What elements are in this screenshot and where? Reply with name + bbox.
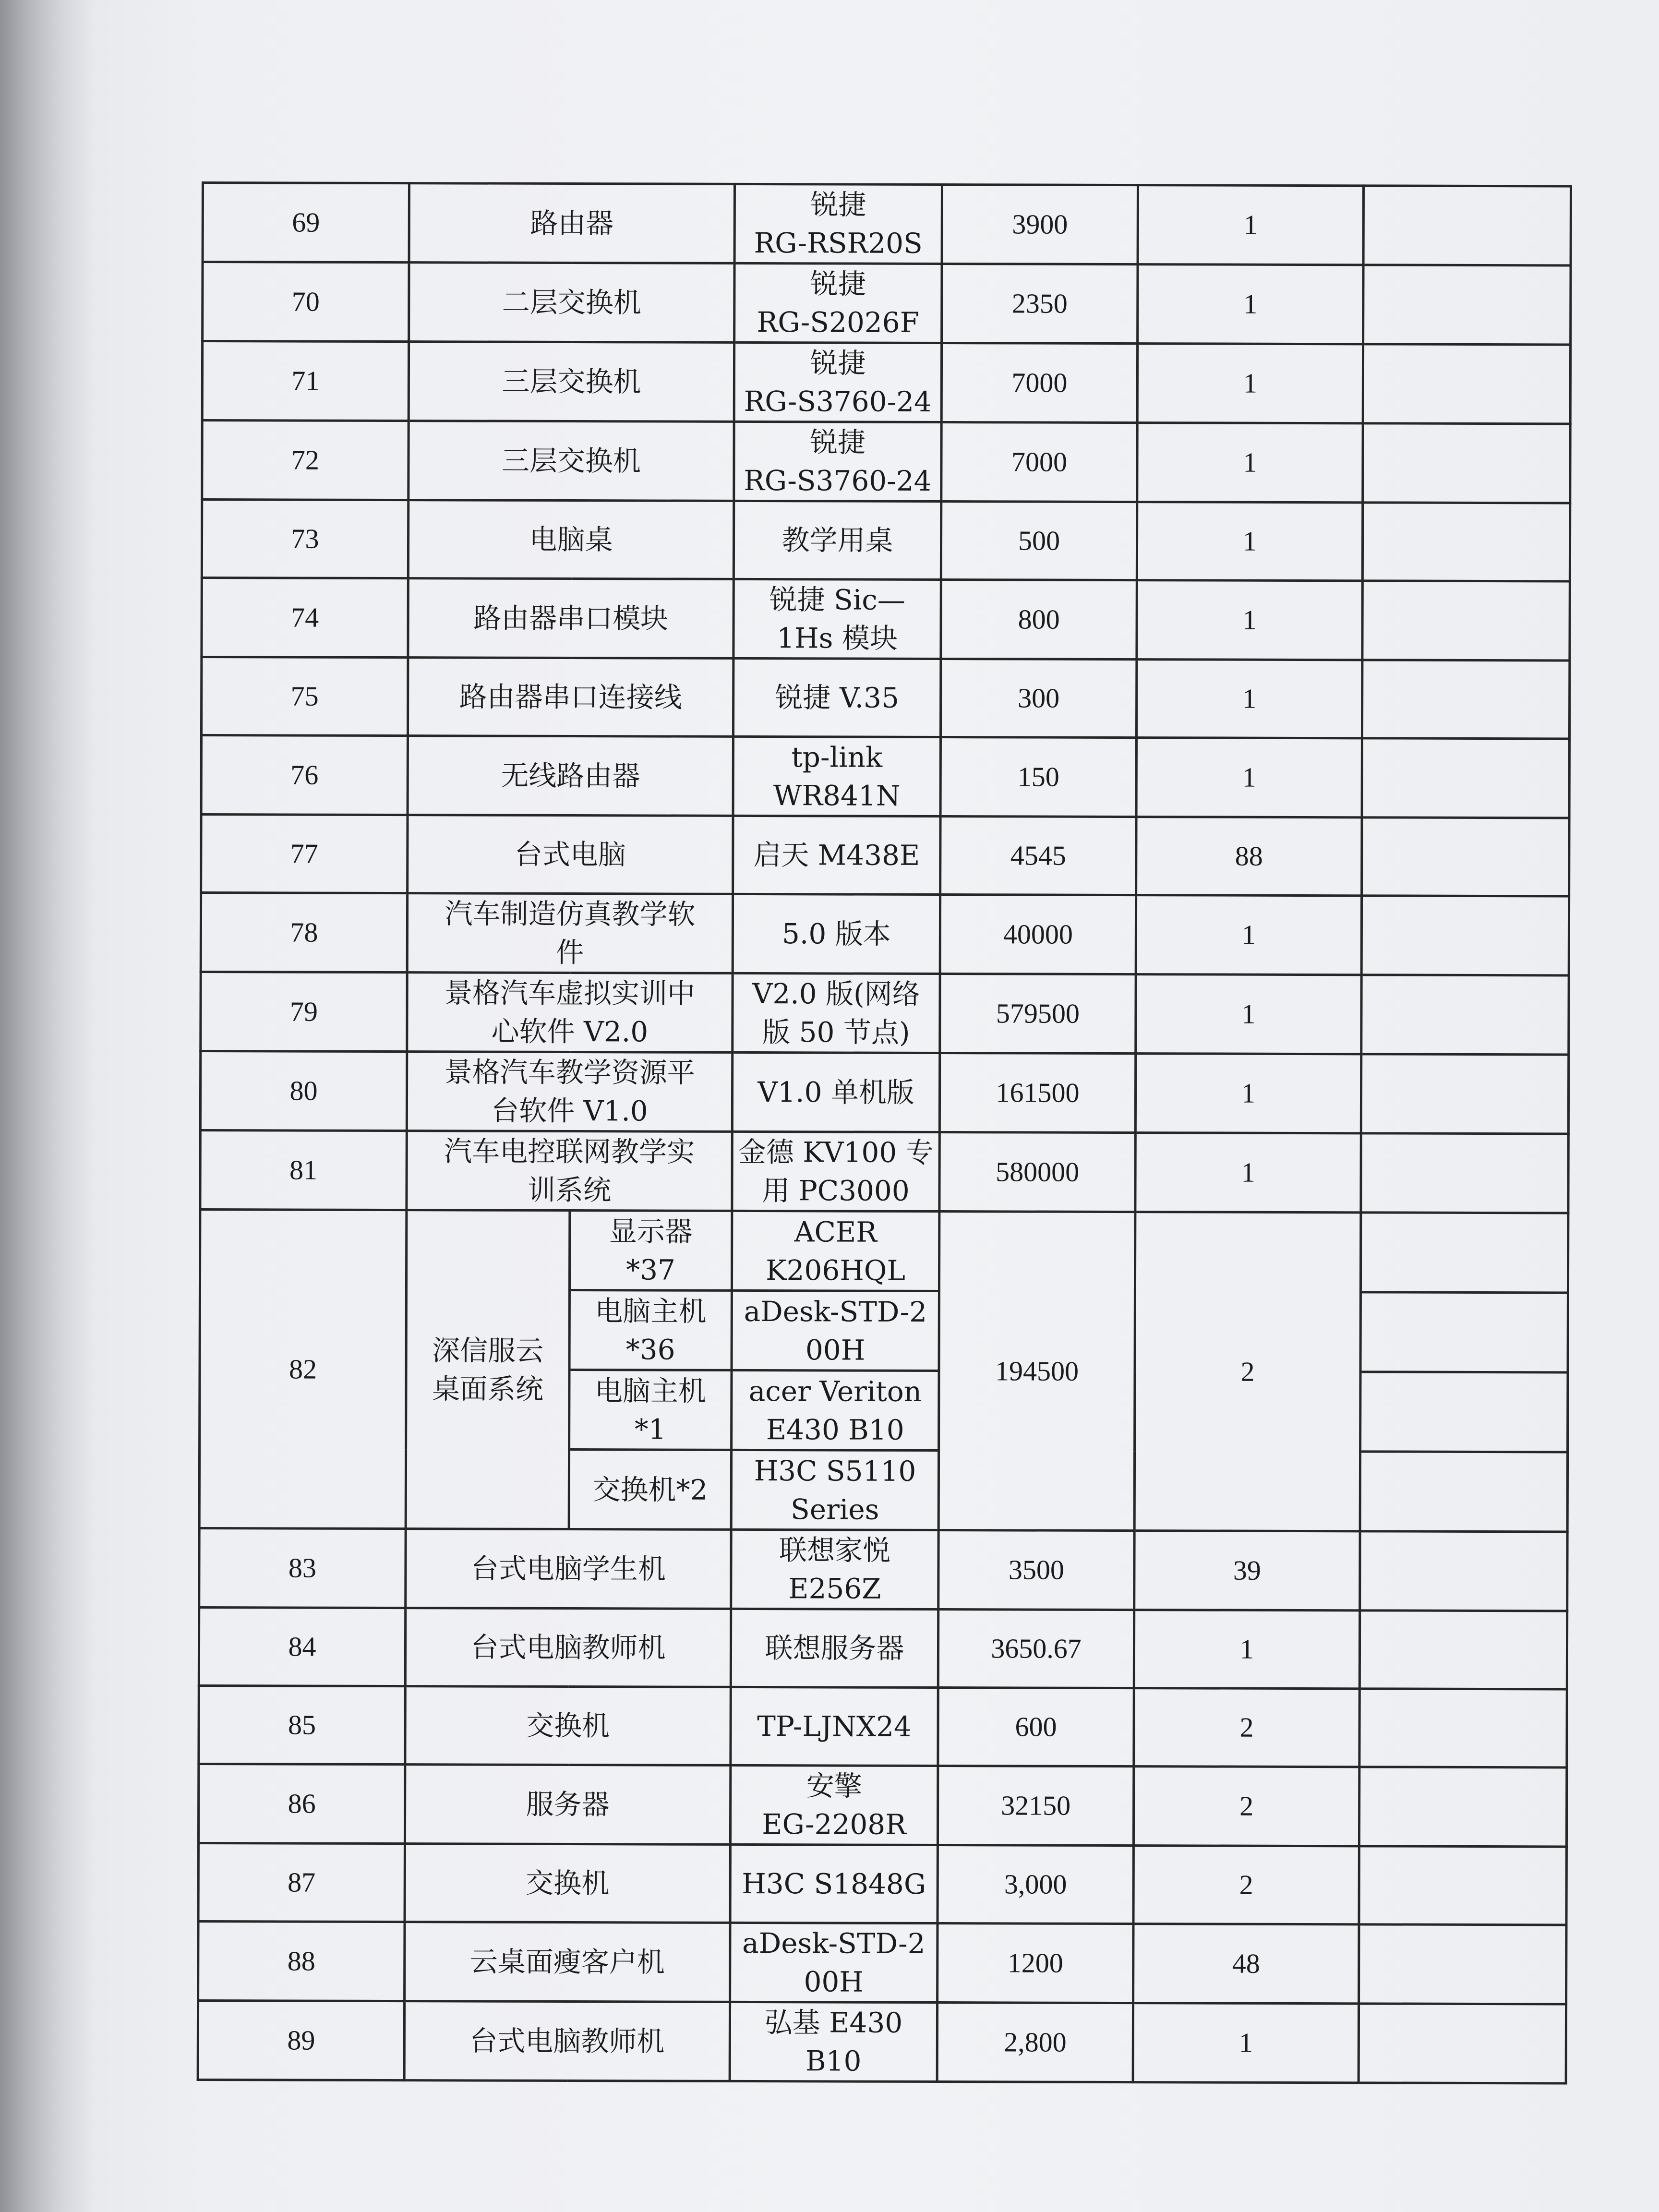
item-name: 三层交换机 xyxy=(409,342,734,422)
item-model: 锐捷 V.35 xyxy=(733,658,940,737)
item-model: aDesk-STD-2 00H xyxy=(730,1923,938,2002)
item-note xyxy=(1363,423,1570,503)
item-model: V1.0 单机版 xyxy=(732,1052,939,1132)
item-model: 锐捷 RG-S3760-24 xyxy=(734,342,941,422)
item-name: 台式电脑教师机 xyxy=(405,1608,731,1687)
table-row xyxy=(201,972,1569,1055)
item-quantity: 1 xyxy=(1137,580,1362,660)
item-note xyxy=(1363,186,1571,265)
item-model: H3C S1848G xyxy=(730,1844,938,1923)
row-number: 75 xyxy=(201,657,408,736)
item-price: 300 xyxy=(940,659,1136,738)
item-model: 金德 KV100 专 用 PC3000 xyxy=(732,1131,939,1211)
item-name: 无线路由器 xyxy=(408,736,733,816)
table-row xyxy=(202,500,1570,581)
item-note xyxy=(1359,1689,1567,1767)
item-name: 三层交换机 xyxy=(409,421,734,501)
item-name: 路由器串口模块 xyxy=(408,578,733,659)
item-price: 2,800 xyxy=(937,2003,1133,2082)
row-number: 70 xyxy=(203,262,409,342)
row-number: 77 xyxy=(201,815,408,893)
item-price: 150 xyxy=(940,737,1136,817)
item-price: 2350 xyxy=(942,264,1138,344)
table-row xyxy=(200,1130,1568,1213)
row-number: 85 xyxy=(199,1685,405,1764)
item-quantity: 1 xyxy=(1138,264,1363,344)
item-note xyxy=(1361,896,1569,975)
group-name: 深信服云 桌面系统 xyxy=(406,1210,570,1529)
table-row xyxy=(201,815,1569,896)
table-row xyxy=(198,1921,1566,2004)
table-body-group xyxy=(199,1209,1568,1531)
item-note xyxy=(1359,1767,1566,1847)
item-quantity: 2 xyxy=(1134,1688,1359,1767)
item-name: 汽车制造仿真教学软 件 xyxy=(407,893,733,974)
item-model: 5.0 版本 xyxy=(733,894,940,974)
component-note xyxy=(1360,1372,1568,1452)
item-note xyxy=(1363,344,1570,424)
row-number: 88 xyxy=(198,1921,405,2001)
item-note xyxy=(1363,265,1571,345)
item-price: 579500 xyxy=(940,974,1136,1054)
group-price: 194500 xyxy=(938,1212,1135,1531)
item-quantity: 1 xyxy=(1137,344,1363,423)
item-note xyxy=(1359,1846,1566,1925)
row-number: 80 xyxy=(200,1051,407,1131)
item-note xyxy=(1362,817,1569,896)
item-price: 7000 xyxy=(941,422,1137,502)
item-quantity: 1 xyxy=(1136,974,1361,1054)
table-row xyxy=(203,183,1571,265)
table-body-top xyxy=(200,183,1571,1213)
component-name: 显示器 *37 xyxy=(569,1211,732,1291)
item-quantity: 1 xyxy=(1136,895,1361,975)
item-note xyxy=(1358,2004,1566,2083)
item-model: 锐捷 RG-S2026F xyxy=(734,263,942,343)
item-note xyxy=(1362,738,1569,818)
component-name: 电脑主机 *1 xyxy=(569,1370,732,1450)
item-name: 台式电脑教师机 xyxy=(404,2001,730,2081)
table-row xyxy=(200,1051,1568,1134)
table-row xyxy=(199,1528,1567,1611)
table-row xyxy=(201,893,1569,975)
item-note xyxy=(1362,660,1569,739)
item-model: 联想家悦 E256Z xyxy=(731,1529,938,1609)
equipment-table xyxy=(197,181,1572,2084)
table-row xyxy=(202,578,1570,661)
row-number: 81 xyxy=(200,1130,407,1210)
component-note xyxy=(1360,1213,1568,1293)
item-price: 500 xyxy=(941,502,1137,580)
row-number: 78 xyxy=(201,893,407,973)
item-quantity: 1 xyxy=(1133,2003,1358,2083)
item-model: 锐捷 RG-S3760-24 xyxy=(734,421,941,501)
item-quantity: 1 xyxy=(1135,1133,1361,1213)
item-model: 锐捷 Sic— 1Hs 模块 xyxy=(733,579,941,659)
item-price: 800 xyxy=(941,580,1137,660)
table-row xyxy=(198,1843,1566,1924)
row-number: 87 xyxy=(198,1843,405,1922)
item-model: tp-link WR841N xyxy=(733,736,940,816)
group-row xyxy=(200,1209,1568,1292)
table-row xyxy=(198,2000,1566,2083)
item-note xyxy=(1360,1531,1567,1611)
item-name: 交换机 xyxy=(405,1686,731,1766)
item-price: 1200 xyxy=(938,1923,1133,2003)
component-note xyxy=(1360,1452,1567,1532)
row-number: 79 xyxy=(201,972,407,1052)
item-note xyxy=(1359,1611,1567,1689)
item-model: TP-LJNX24 xyxy=(731,1687,938,1766)
item-name: 二层交换机 xyxy=(409,263,734,343)
item-quantity: 2 xyxy=(1133,1846,1359,1924)
table-body-bottom xyxy=(198,1528,1567,2083)
item-quantity: 1 xyxy=(1137,423,1363,503)
row-number: 73 xyxy=(202,500,408,578)
item-name: 服务器 xyxy=(405,1765,730,1845)
item-name: 交换机 xyxy=(405,1844,730,1923)
group-quantity: 2 xyxy=(1134,1212,1361,1531)
item-price: 580000 xyxy=(939,1132,1135,1212)
component-model: acer Veriton E430 B10 xyxy=(732,1370,939,1450)
item-price: 3650.67 xyxy=(938,1610,1134,1688)
item-name: 电脑桌 xyxy=(408,500,733,579)
row-number: 76 xyxy=(201,735,408,815)
table-row xyxy=(201,735,1569,818)
item-name: 汽车电控联网教学实 训系统 xyxy=(407,1131,732,1211)
component-model: H3C S5110 Series xyxy=(731,1450,938,1530)
item-quantity: 88 xyxy=(1136,817,1362,896)
item-quantity: 2 xyxy=(1133,1767,1359,1846)
item-name: 台式电脑 xyxy=(408,815,733,894)
item-price: 3,000 xyxy=(938,1845,1133,1924)
item-note xyxy=(1362,503,1570,581)
item-note xyxy=(1361,1133,1568,1213)
component-model: aDesk-STD-2 00H xyxy=(732,1290,939,1370)
row-number: 86 xyxy=(198,1764,405,1843)
item-model: 联想服务器 xyxy=(731,1609,938,1687)
item-name: 景格汽车虚拟实训中 心软件 V2.0 xyxy=(407,973,733,1053)
row-number: 74 xyxy=(202,578,408,658)
row-number: 69 xyxy=(203,183,409,263)
item-quantity: 1 xyxy=(1135,1054,1361,1133)
item-note xyxy=(1362,581,1570,661)
row-number: 84 xyxy=(199,1607,405,1686)
row-number: 72 xyxy=(202,421,409,500)
item-model: 锐捷 RG-RSR20S xyxy=(734,184,942,264)
item-price: 3900 xyxy=(942,185,1138,264)
item-name: 台式电脑学生机 xyxy=(406,1529,731,1609)
table-row xyxy=(203,262,1571,345)
item-name: 云桌面瘦客户机 xyxy=(405,1922,730,2002)
item-price: 3500 xyxy=(938,1530,1134,1610)
item-model: 启天 M438E xyxy=(733,816,940,894)
item-model: 教学用桌 xyxy=(733,501,941,579)
component-model: ACER K206HQL xyxy=(732,1211,939,1291)
item-model: 弘基 E430 B10 xyxy=(730,2002,937,2081)
table-row xyxy=(202,341,1570,424)
table-row xyxy=(198,1764,1566,1846)
item-note xyxy=(1361,1054,1568,1134)
item-note xyxy=(1359,1924,1566,2004)
item-model: V2.0 版(网络 版 50 节点) xyxy=(733,973,940,1053)
item-quantity: 1 xyxy=(1134,1610,1359,1689)
item-price: 4545 xyxy=(940,817,1136,895)
item-price: 161500 xyxy=(939,1053,1135,1133)
item-quantity: 1 xyxy=(1136,738,1362,817)
item-name: 路由器串口连接线 xyxy=(408,658,733,737)
table-row xyxy=(199,1685,1567,1767)
item-note xyxy=(1361,975,1569,1055)
row-number: 82 xyxy=(199,1209,407,1528)
row-number: 71 xyxy=(202,341,409,421)
item-name: 路由器 xyxy=(409,183,734,264)
item-quantity: 48 xyxy=(1133,1924,1359,2004)
table-row xyxy=(201,657,1569,739)
row-number: 83 xyxy=(199,1528,406,1608)
item-price: 7000 xyxy=(941,343,1137,423)
item-quantity: 1 xyxy=(1138,185,1363,265)
item-price: 40000 xyxy=(940,895,1136,974)
item-price: 600 xyxy=(938,1688,1134,1767)
item-quantity: 1 xyxy=(1137,502,1362,581)
item-price: 32150 xyxy=(938,1766,1133,1846)
component-name: 交换机*2 xyxy=(569,1450,731,1530)
table-row xyxy=(202,421,1570,503)
table-row xyxy=(199,1607,1567,1689)
item-model: 安擎 EG-2208R xyxy=(730,1765,938,1845)
component-note xyxy=(1360,1292,1568,1372)
component-name: 电脑主机 *36 xyxy=(569,1290,732,1370)
item-quantity: 1 xyxy=(1136,660,1362,738)
row-number: 89 xyxy=(198,2000,404,2080)
item-name: 景格汽车教学资源平 台软件 V1.0 xyxy=(407,1052,732,1132)
item-quantity: 39 xyxy=(1134,1531,1360,1611)
